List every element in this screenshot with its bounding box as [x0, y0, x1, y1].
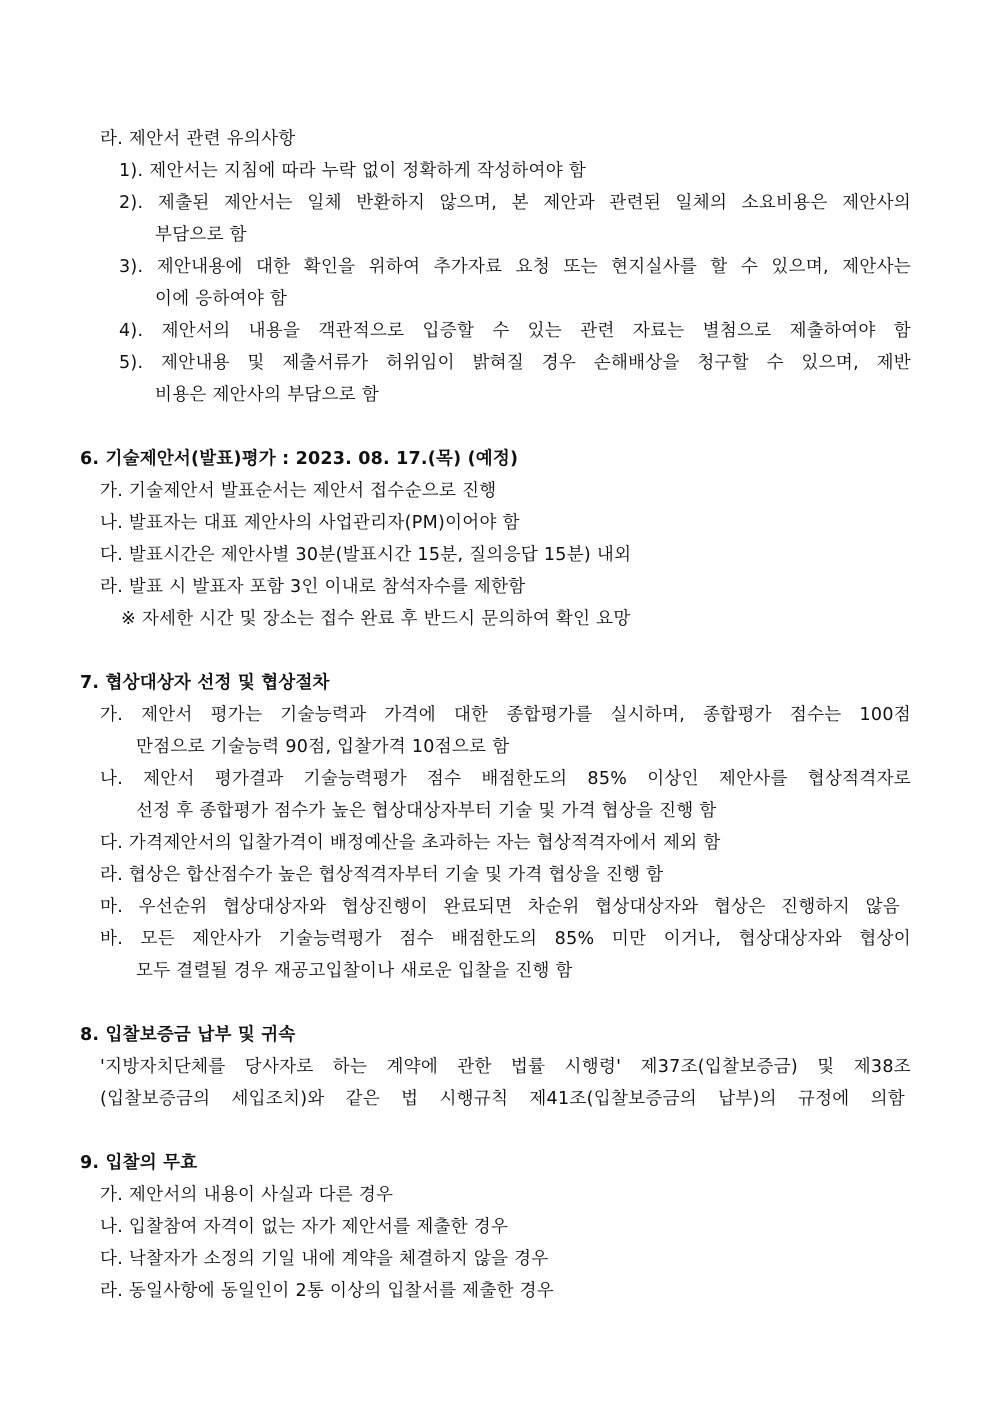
list-item-continuation: 만점으로 기술능력 90점, 입찰가격 10점으로 함 [136, 737, 510, 757]
list-item: 바. 모든 제안사가 기술능력평가 점수 배점한도의 85% 미만 이거나, 협상대상자와 협상이 [100, 929, 911, 949]
list-item: 라. 발표 시 발표자 포함 3인 이내로 참석자수를 제한함 [100, 577, 526, 597]
list-item: 2). 제출된 제안서는 일체 반환하지 않으며, 본 제안과 관련된 일체의 소요비용은 제안사의 [119, 193, 911, 213]
list-item: 나. 입찰참여 자격이 없는 자가 제안서를 제출한 경우 [100, 1217, 509, 1237]
note-text: ※ 자세한 시간 및 장소는 접수 완료 후 반드시 문의하여 확인 요망 [121, 609, 631, 629]
list-item-continuation: 이에 응하여야 함 [155, 289, 288, 309]
paragraph-line: (입찰보증금의 세입조치)와 같은 법 시행규칙 제41조(입찰보증금의 납부)의 규정에 의함 [100, 1089, 905, 1109]
paragraph-line: '지방자치단체를 당사자로 하는 계약에 관한 법률 시행령' 제37조(입찰보증금) 및 제38조 [100, 1057, 911, 1077]
list-item: 다. 발표시간은 제안사별 30분(발표시간 15분, 질의응답 15분) 내외 [100, 545, 632, 565]
list-item: 나. 발표자는 대표 제안사의 사업관리자(PM)이어야 함 [100, 513, 520, 533]
list-item-continuation: 선정 후 종합평가 점수가 높은 협상대상자부터 기술 및 가격 협상을 진행 함 [136, 801, 717, 821]
list-item: 다. 낙찰자가 소정의 기일 내에 계약을 체결하지 않을 경우 [100, 1249, 549, 1269]
section-heading: 6. 기술제안서(발표)평가 : 2023. 08. 17.(목) (예정) [80, 449, 519, 469]
list-item: 4). 제안서의 내용을 객관적으로 입증할 수 있는 관련 자료는 별첨으로 제출하여야 함 [119, 321, 911, 341]
list-item: 1). 제안서는 지침에 따라 누락 없이 정확하게 작성하여야 함 [119, 161, 587, 181]
subsection-title: 라. 제안서 관련 유의사항 [100, 129, 296, 149]
list-item: 5). 제안내용 및 제출서류가 허위임이 밝혀질 경우 손해배상을 청구할 수 있으며, 제반 [119, 353, 911, 373]
list-item: 가. 제안서의 내용이 사실과 다른 경우 [100, 1185, 394, 1205]
list-item: 다. 가격제안서의 입찰가격이 배정예산을 초과하는 자는 협상적격자에서 제외 함 [100, 833, 721, 853]
list-item: 라. 협상은 합산점수가 높은 협상적격자부터 기술 및 가격 협상을 진행 함 [100, 865, 664, 885]
section-heading: 9. 입찰의 무효 [80, 1153, 198, 1173]
list-item: 가. 제안서 평가는 기술능력과 가격에 대한 종합평가를 실시하며, 종합평가 점수는 100점 [100, 705, 911, 725]
list-item: 나. 제안서 평가결과 기술능력평가 점수 배점한도의 85% 이상인 제안사를 협상적격자로 [100, 769, 911, 789]
list-item: 마. 우선순위 협상대상자와 협상진행이 완료되면 차순위 협상대상자와 협상은 진행하지 않음 [100, 897, 900, 917]
list-item-continuation: 부담으로 함 [155, 225, 247, 245]
list-item: 가. 기술제안서 발표순서는 제안서 접수순으로 진행 [100, 481, 497, 501]
list-item-continuation: 비용은 제안사의 부담으로 함 [155, 385, 380, 405]
section-heading: 7. 협상대상자 선정 및 협상절차 [80, 673, 330, 693]
list-item-continuation: 모두 결렬될 경우 재공고입찰이나 새로운 입찰을 진행 함 [136, 961, 573, 981]
list-item: 라. 동일사항에 동일인이 2통 이상의 입찰서를 제출한 경우 [100, 1281, 555, 1301]
section-heading: 8. 입찰보증금 납부 및 귀속 [80, 1025, 296, 1045]
list-item: 3). 제안내용에 대한 확인을 위하여 추가자료 요청 또는 현지실사를 할 수 있으며, 제안사는 [119, 257, 911, 277]
